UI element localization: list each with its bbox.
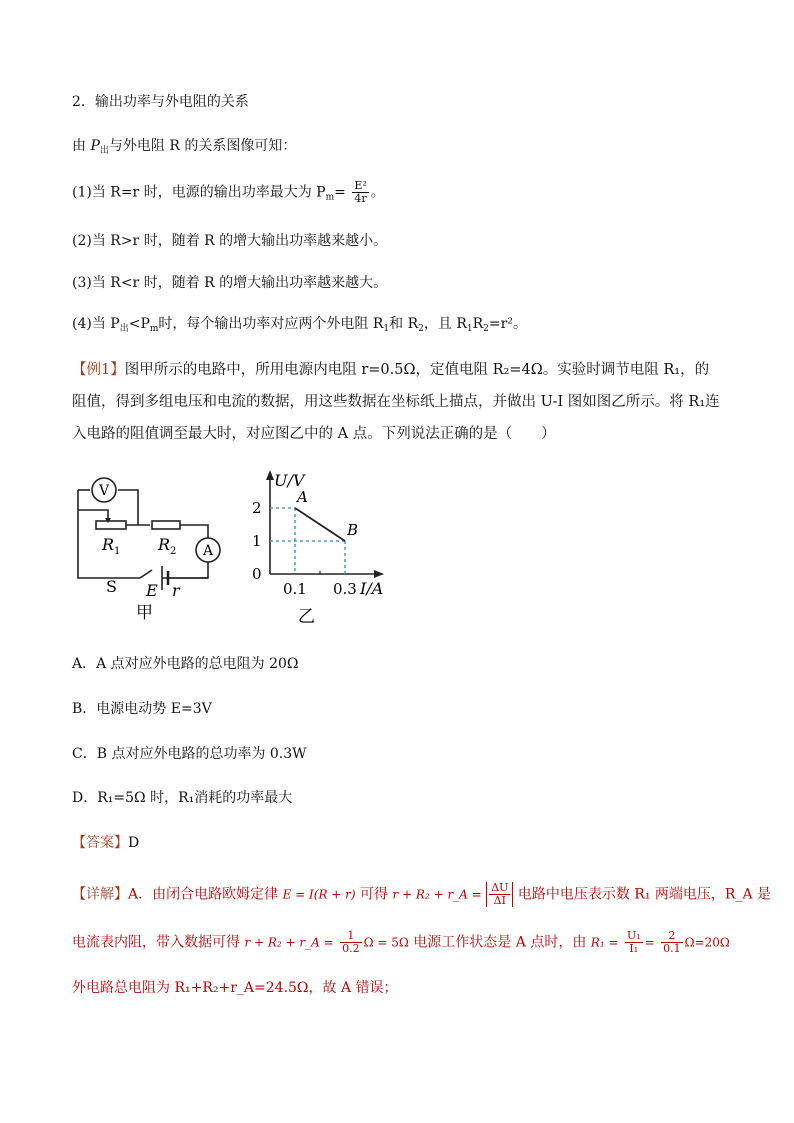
option-b: B．电源电动势 E=3V bbox=[72, 701, 212, 717]
detail-line-3: 外电路总电阻为 R₁+R₂+r_A=24.5Ω，故 A 错误； bbox=[72, 980, 398, 996]
answer-line bbox=[72, 833, 139, 853]
point-label-B: B bbox=[347, 521, 359, 539]
x-tick-label: 0.3 bbox=[333, 580, 357, 598]
emf-label: E bbox=[146, 581, 158, 600]
voltmeter-label: V bbox=[98, 483, 110, 499]
fraction-2-over-0.1: $\frac{2}{0.1}$ bbox=[663, 929, 681, 955]
point-2: (2)当 R>r 时，随着 R 的增大输出功率越来越小。 bbox=[72, 233, 388, 249]
point-1: (1)当 R=r 时，电源的输出功率最大为 $P_m=$ $\frac{\text{E²}}{4r}$ 。 bbox=[72, 179, 385, 205]
ammeter-label: A bbox=[202, 543, 214, 559]
circuit-diagram bbox=[60, 470, 230, 630]
option-a: A．A 点对应外电路的总电阻为 20Ω bbox=[72, 656, 299, 672]
fraction-1-over-0.2: $\frac{1}{0.2}$ bbox=[342, 929, 360, 955]
fraction-e2-4r: $\frac{\text{E²}}{4r}$ bbox=[354, 179, 367, 205]
point-3: (3)当 R<r 时，随着 R 的增大输出功率越来越大。 bbox=[72, 275, 388, 291]
example-problem: 【例1】图甲所示的电路中，所用电源内电阻 r=0.5Ω，定值电阻 R₂=4Ω。实验时调节电阻 R₁，的阻值，得到多组电压和电流的数据，用这些数据在坐标纸上描点，并做出 U-I 图如图乙所示。将 R₁连入电路的阻值调至最大时，对应图乙中的 A 点。下列说法正确的是（ ） bbox=[72, 362, 720, 442]
y-tick-label: 1 bbox=[252, 532, 262, 550]
r1-label: $R_1$ bbox=[102, 535, 121, 557]
detail-line-2: 电流表内阻，带入数据可得 r + R₂ + r_A = $\frac{1}{0.2}$ Ω = 5Ω 电源工作状态是 A 点时，由 R₁ = $\frac{\text{U₁}}{\text{I₁}}$ = $\frac{2}{0.1}$ Ω=20Ω bbox=[72, 929, 730, 955]
y-axis-arrow-icon bbox=[266, 470, 274, 480]
ui-chart bbox=[240, 466, 410, 626]
section-title: 2．输出功率与外电阻的关系 bbox=[72, 94, 249, 110]
point-4: (4)当 $P_出<P_m$时，每个输出功率对应两个外电阻 $R_1$和 $R_2$，且 $R_1R_2=r^2$。 bbox=[72, 316, 527, 334]
example-tag: 【例1】 bbox=[72, 362, 125, 378]
formula-abs-du-di: $\frac{\Delta U}{\Delta I}$ bbox=[486, 882, 513, 907]
detail-tag: 【详解】 bbox=[72, 886, 128, 903]
answer-value: D bbox=[128, 835, 140, 851]
y-tick-label: 2 bbox=[252, 499, 262, 517]
fraction-u1-over-i1: $\frac{\text{U₁}}{\text{I₁}}$ bbox=[626, 929, 641, 955]
y-axis-label: U/V bbox=[274, 471, 305, 490]
x-axis-label: I/A bbox=[360, 579, 384, 598]
r2-label: $R_2$ bbox=[158, 535, 177, 557]
series-line bbox=[295, 508, 345, 541]
x-axis-arrow-icon bbox=[374, 570, 384, 578]
point-label-A: A bbox=[297, 488, 308, 506]
option-d: D．R₁=5Ω 时，R₁消耗的功率最大 bbox=[72, 790, 293, 806]
detail-line-1: 【详解】A．由闭合电路欧姆定律 E = I(R + r) 可得 r + R₂ + r_A = $\frac{\Delta U}{\Delta I}$ 电路中电压表示数 R₁ 两端电压，R_A 是 bbox=[72, 881, 772, 907]
option-c: C．B 点对应外电路的总功率为 0.3W bbox=[72, 746, 307, 762]
circuit-caption: 甲 bbox=[136, 603, 153, 623]
internal-r-label: r bbox=[172, 581, 180, 600]
answer-tag: 【答案】 bbox=[72, 835, 128, 851]
x-tick-label: 0.1 bbox=[283, 580, 307, 598]
origin-label: 0 bbox=[252, 565, 262, 583]
intro-line: 由 $P_出$与外电阻 R 的关系图像可知： bbox=[72, 138, 297, 156]
formula-ohm-law: E = I(R + r) bbox=[282, 887, 356, 902]
chart-caption: 乙 bbox=[298, 607, 315, 626]
switch-label: S bbox=[106, 577, 117, 596]
